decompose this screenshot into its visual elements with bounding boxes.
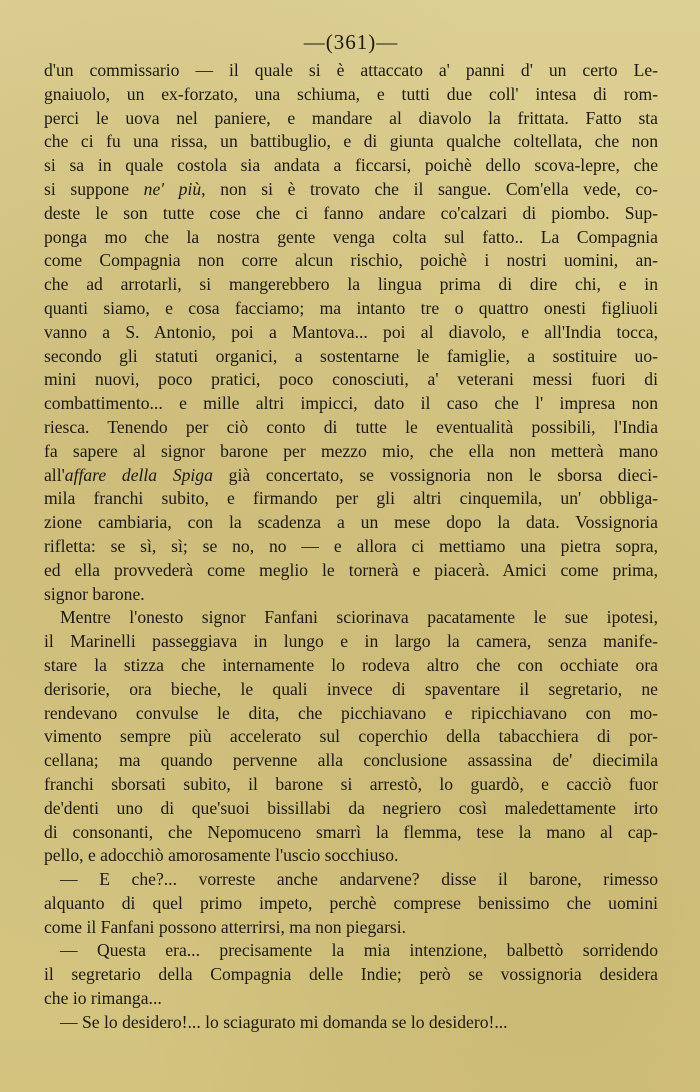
text-line: il segretario della Compagnia delle Indie; però se vossignoria desidera	[44, 964, 658, 985]
text-line: riesca. Tenendo per ciò conto di tutte le eventualità possibili, l'India	[44, 416, 658, 437]
body-text	[44, 59, 658, 1035]
text-line: che io rimanga...	[44, 988, 162, 1009]
text-line: mila franchi subito, e firmando per gli altri cinquemila, un' obbliga-	[44, 488, 658, 509]
text-line: franchi sborsati subito, il barone si arrestò, lo guardò, e cacciò fuor	[44, 773, 658, 794]
paragraph	[44, 939, 658, 1010]
text-line: ponga mo che la nostra gente venga colta sul fatto.. La Compagnia	[44, 226, 658, 247]
text-line: secondo gli statuti organici, a sostentarne le famiglie, a sostituire uo-	[44, 345, 658, 366]
text-line: si suppone ne' più, non si è trovato che il sangue. Com'ella vede, co-	[44, 178, 659, 199]
paragraph	[44, 606, 658, 868]
text-line: fa sapere al signor barone per mezzo mio, che ella non metterà mano	[44, 440, 658, 461]
text-line: de'denti uno di que'suoi bissillabi da negriero così maledettamente irto	[44, 797, 658, 818]
paragraph	[44, 1011, 658, 1035]
paragraph	[44, 59, 658, 606]
text-line: vimento sempre più accelerato sul coperchio della tabacchiera di por-	[44, 726, 658, 747]
text-line: Mentre l'onesto signor Fanfani sciorinava pacatamente le sue ipotesi,	[60, 607, 658, 628]
text-line: si sa in quale costola sia andata a ficcarsi, poichè dello scova-lepre, che	[44, 155, 658, 176]
text-line: pello, e adocchiò amorosamente l'uscio socchiuso.	[44, 845, 399, 866]
text-line: come il Fanfani possono atterrirsi, ma non piegarsi.	[44, 916, 407, 937]
text-line: mini nuovi, poco pratici, poco conosciuti, a' veterani messi fuori di	[44, 369, 658, 390]
text-line: derisorie, ora bieche, le quali invece di spaventare il segretario, ne	[44, 678, 658, 699]
text-line: il Marinelli passeggiava in lungo e in largo la camera, senza manife-	[44, 631, 658, 652]
text-line: d'un commissario — il quale si è attaccato a' panni d' un certo Le-	[44, 60, 658, 80]
text-line: cellana; ma quando pervenne alla conclusione assassina de' diecimila	[44, 750, 658, 771]
text-line: quanti siamo, e cosa facciamo; ma intanto tre o quattro onesti figliuoli	[44, 297, 658, 318]
text-line: gnaiuolo, un ex-forzato, una schiuma, e tutti due coll' intesa di rom-	[44, 83, 658, 104]
text-line: zione cambiaria, con la scadenza a un mese dopo la data. Vossignoria	[44, 512, 658, 533]
text-line: — Questa era... precisamente la mia intenzione, balbettò sorridendo	[60, 940, 658, 961]
text-line: vanno a S. Antonio, poi a Mantova... poi al diavolo, e all'India tocca,	[44, 321, 658, 342]
text-line: che ad arrotarli, si mangerebbero la lingua prima di dire chi, e in	[44, 274, 658, 295]
text-line: rifletta: se sì, sì; se no, no — e allora ci mettiamo una pietra sopra,	[44, 535, 658, 556]
text-line: alquanto di quel primo impeto, perchè comprese benissimo che uomini	[44, 892, 658, 913]
text-line: di consonanti, che Nepomuceno smarrì la flemma, tese la mano al cap-	[44, 821, 658, 842]
text-line: — E che?... vorreste anche andarvene? disse il barone, rimesso	[60, 869, 658, 890]
text-line: combattimento... e mille altri impicci, dato il caso che l' impresa non	[44, 393, 658, 414]
page-number: —(361)—	[303, 30, 399, 54]
text-line: signor barone.	[44, 583, 145, 604]
text-line: stare la stizza che internamente lo rodeva altro che con occhiate ora	[44, 654, 658, 675]
text-line: che ci fu una rissa, un battibuglio, e di giunta qualche coltellata, che non	[44, 131, 658, 152]
text-line: perci le uova nel paniere, e mandare al diavolo la frittata. Fatto sta	[44, 107, 658, 128]
text-line: — Se lo desidero!... lo sciagurato mi domanda se lo desidero!...	[60, 1011, 508, 1032]
text-line: come Compagnia non corre alcun rischio, poichè i nostri uomini, an-	[44, 250, 658, 271]
text-line: all'affare della Spiga già concertato, se vossignoria non le sborsa dieci-	[44, 464, 658, 485]
text-line: rendevano convulse le dita, che picchiavano e ripicchiavano con mo-	[44, 702, 658, 723]
text-line: deste le son tutte cose che ci fanno andare co'calzari di piombo. Sup-	[44, 202, 658, 223]
paragraph	[44, 868, 658, 939]
text-line: ed ella provvederà come meglio le tornerà e piacerà. Amici come prima,	[44, 559, 658, 580]
